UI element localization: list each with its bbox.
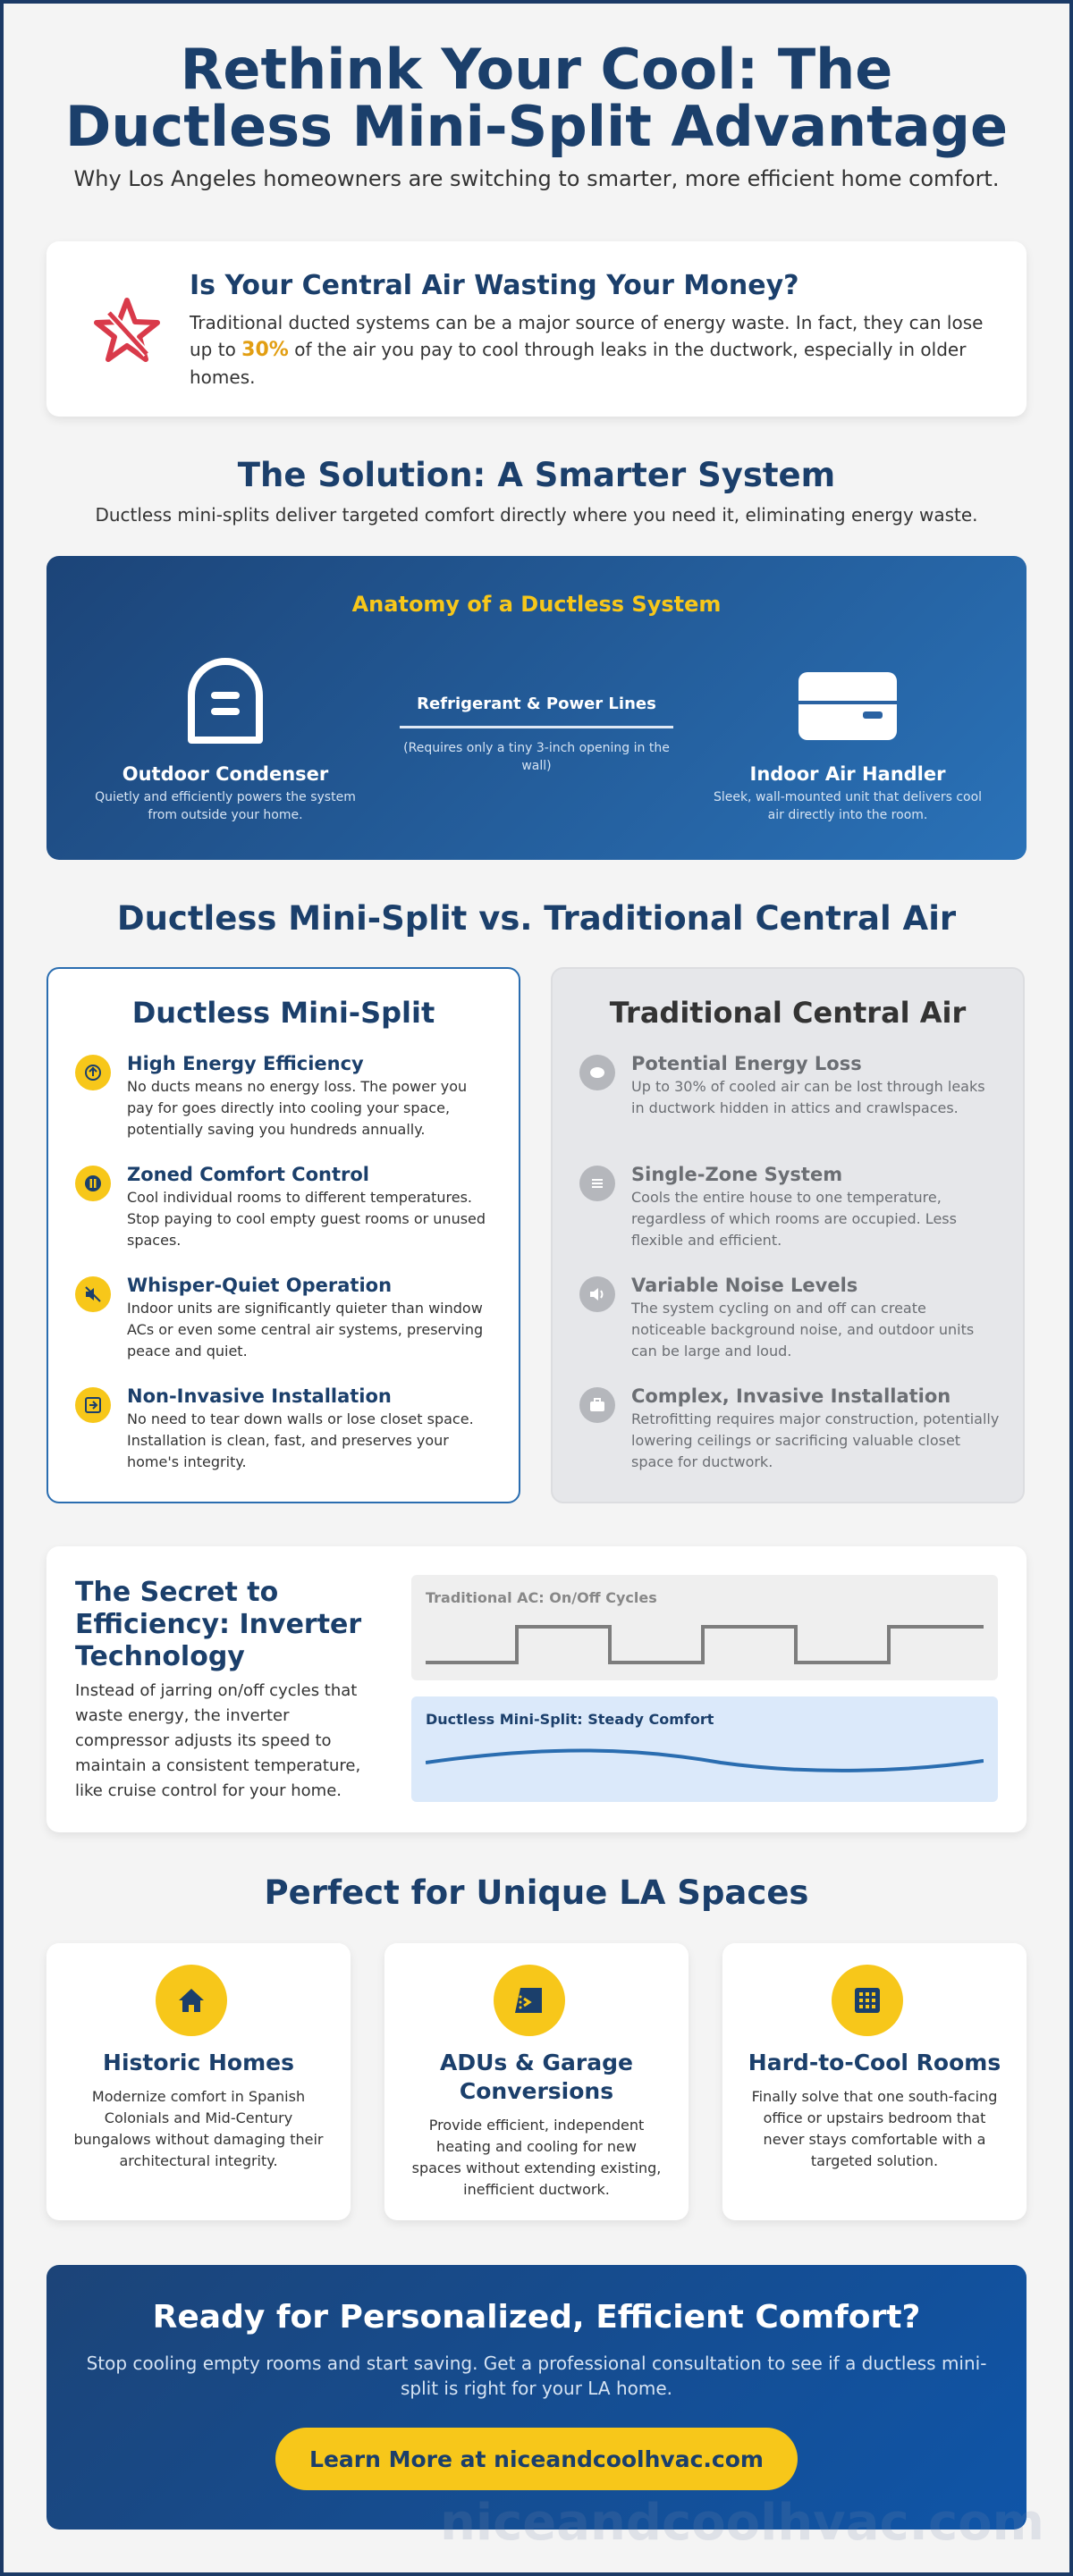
indoor-unit-icon xyxy=(798,654,897,747)
solution-title: The Solution: A Smarter System xyxy=(237,456,836,494)
outdoor-condenser xyxy=(64,654,386,824)
feature-energy-loss: Potential Energy Loss Up to 30% of cooled air can be lost through leaks in ductwork hidden in attics and crawlspaces. xyxy=(579,1053,1000,1119)
grid-icon xyxy=(832,1965,903,2036)
page-subtitle: Why Los Angeles homeowners are switching to smarter, more efficient home comfort. xyxy=(73,166,1000,191)
indoor-title: Indoor Air Handler xyxy=(749,763,946,785)
anatomy-title: Anatomy of a Ductless System xyxy=(351,592,722,617)
cta-panel xyxy=(46,2265,1027,2530)
inverter-desc: Instead of jarring on/off cycles that waste energy, the inverter compressor adjusts its speed to maintain a consistent temperature, like cruise control for your home. xyxy=(75,1681,361,1800)
central-title: Traditional Central Air xyxy=(609,996,967,1030)
home-icon xyxy=(156,1965,227,2036)
anatomy-panel xyxy=(46,556,1027,860)
inverter-card xyxy=(46,1546,1027,1832)
problem-text: Traditional ducted systems can be a major source of energy waste. In fact, they can lose up to 30% of the air you pay to cool through leaks in the ductwork, especially in older homes. xyxy=(190,312,984,388)
problem-card xyxy=(46,241,1027,417)
outdoor-unit-icon xyxy=(182,654,268,747)
lines-divider xyxy=(400,726,673,728)
indoor-air-handler xyxy=(687,654,1009,824)
space-historic-homes: Historic Homes Modernize comfort in Spanish Colonials and Mid-Century bungalows without damaging their architectural integrity. xyxy=(46,1943,351,2220)
highlight-percent: 30% xyxy=(241,339,289,361)
volume-icon xyxy=(579,1276,615,1312)
problem-title: Is Your Central Air Wasting Your Money? xyxy=(190,270,799,301)
cta-title: Ready for Personalized, Efficient Comfort? xyxy=(152,2299,921,2336)
feature-energy-efficiency: High Energy Efficiency No ducts means no energy loss. The power you pay for goes directly into cooling your space, potentially saving you hundreds annually. xyxy=(75,1053,495,1141)
central-air-column xyxy=(551,967,1025,1503)
feature-invasive-installation: Complex, Invasive Installation Retrofitting requires major construction, potentially lowering ceilings or sacrificing valuable closet space for ductwork. xyxy=(579,1385,1000,1473)
indoor-desc: Sleek, wall-mounted unit that delivers cool air directly into the room. xyxy=(713,790,983,822)
outdoor-title: Outdoor Condenser xyxy=(122,763,329,785)
feature-non-invasive: Non-Invasive Installation No need to tear down walls or lose closet space. Installation is clean, fast, and preserves your home's integrity. xyxy=(75,1385,495,1473)
outdoor-desc: Quietly and efficiently powers the system from outside your home. xyxy=(95,790,356,822)
on-off-cycle-diagram xyxy=(411,1575,998,1680)
zones-icon xyxy=(75,1166,111,1201)
refrigerant-lines xyxy=(400,695,673,775)
lines-title: Refrigerant & Power Lines xyxy=(417,695,656,713)
leaf-icon xyxy=(75,1055,111,1090)
feature-single-zone: Single-Zone System Cools the entire house to one temperature, regardless of which rooms are occupied. Less flexible and efficient. xyxy=(579,1164,1000,1251)
list-icon xyxy=(579,1166,615,1201)
page-title: Rethink Your Cool: The Ductless Mini-Split Advantage xyxy=(64,37,1009,159)
inverter-title: The Secret to Efficiency: Inverter Technology xyxy=(75,1577,362,1672)
broken-star-icon xyxy=(91,295,163,366)
cta-desc: Stop cooling empty rooms and start saving. Get a professional consultation to see if a ductless mini-split is right for your LA home. xyxy=(86,2353,987,2399)
feature-noise-levels: Variable Noise Levels The system cycling on and off can create noticeable background noise, and outdoor units can be large and loud. xyxy=(579,1275,1000,1362)
steady-wave xyxy=(426,1739,984,1793)
install-icon xyxy=(75,1387,111,1423)
lines-desc: (Requires only a tiny 3-inch opening in the wall) xyxy=(403,741,670,773)
mute-icon xyxy=(75,1276,111,1312)
steady-comfort-diagram xyxy=(411,1696,998,1802)
ductless-title: Ductless Mini-Split xyxy=(131,996,435,1030)
toolbox-icon xyxy=(579,1387,615,1423)
space-hard-to-cool: Hard-to-Cool Rooms Finally solve that one south-facing office or upstairs bedroom that never stays comfortable with a targeted solution. xyxy=(722,1943,1027,2220)
garage-icon xyxy=(494,1965,565,2036)
solution-subtitle: Ductless mini-splits deliver targeted comfort directly where you need it, eliminating energy waste. xyxy=(95,504,978,526)
watermark: niceandcoolhvac.com xyxy=(440,2494,1044,2552)
feature-zoned-comfort: Zoned Comfort Control Cool individual rooms to different temperatures. Stop paying to cool empty guest rooms or unused spaces. xyxy=(75,1164,495,1251)
leak-icon xyxy=(579,1055,615,1090)
on-off-label: Traditional AC: On/Off Cycles xyxy=(426,1589,657,1606)
space-adus-garage: ADUs & Garage Conversions Provide efficient, independent heating and cooling for new spaces without extending existing, inefficient ductwork. xyxy=(384,1943,689,2220)
on-off-wave xyxy=(426,1618,984,1671)
comparison-title: Ductless Mini-Split vs. Traditional Central Air xyxy=(116,899,957,938)
steady-label: Ductless Mini-Split: Steady Comfort xyxy=(426,1711,714,1728)
spaces-title: Perfect for Unique LA Spaces xyxy=(264,1873,809,1912)
feature-quiet-operation: Whisper-Quiet Operation Indoor units are significantly quieter than window ACs or even some central air systems, preserving peace and quiet. xyxy=(75,1275,495,1362)
ductless-column xyxy=(46,967,520,1503)
learn-more-button[interactable]: Learn More at niceandcoolhvac.com xyxy=(275,2428,798,2490)
